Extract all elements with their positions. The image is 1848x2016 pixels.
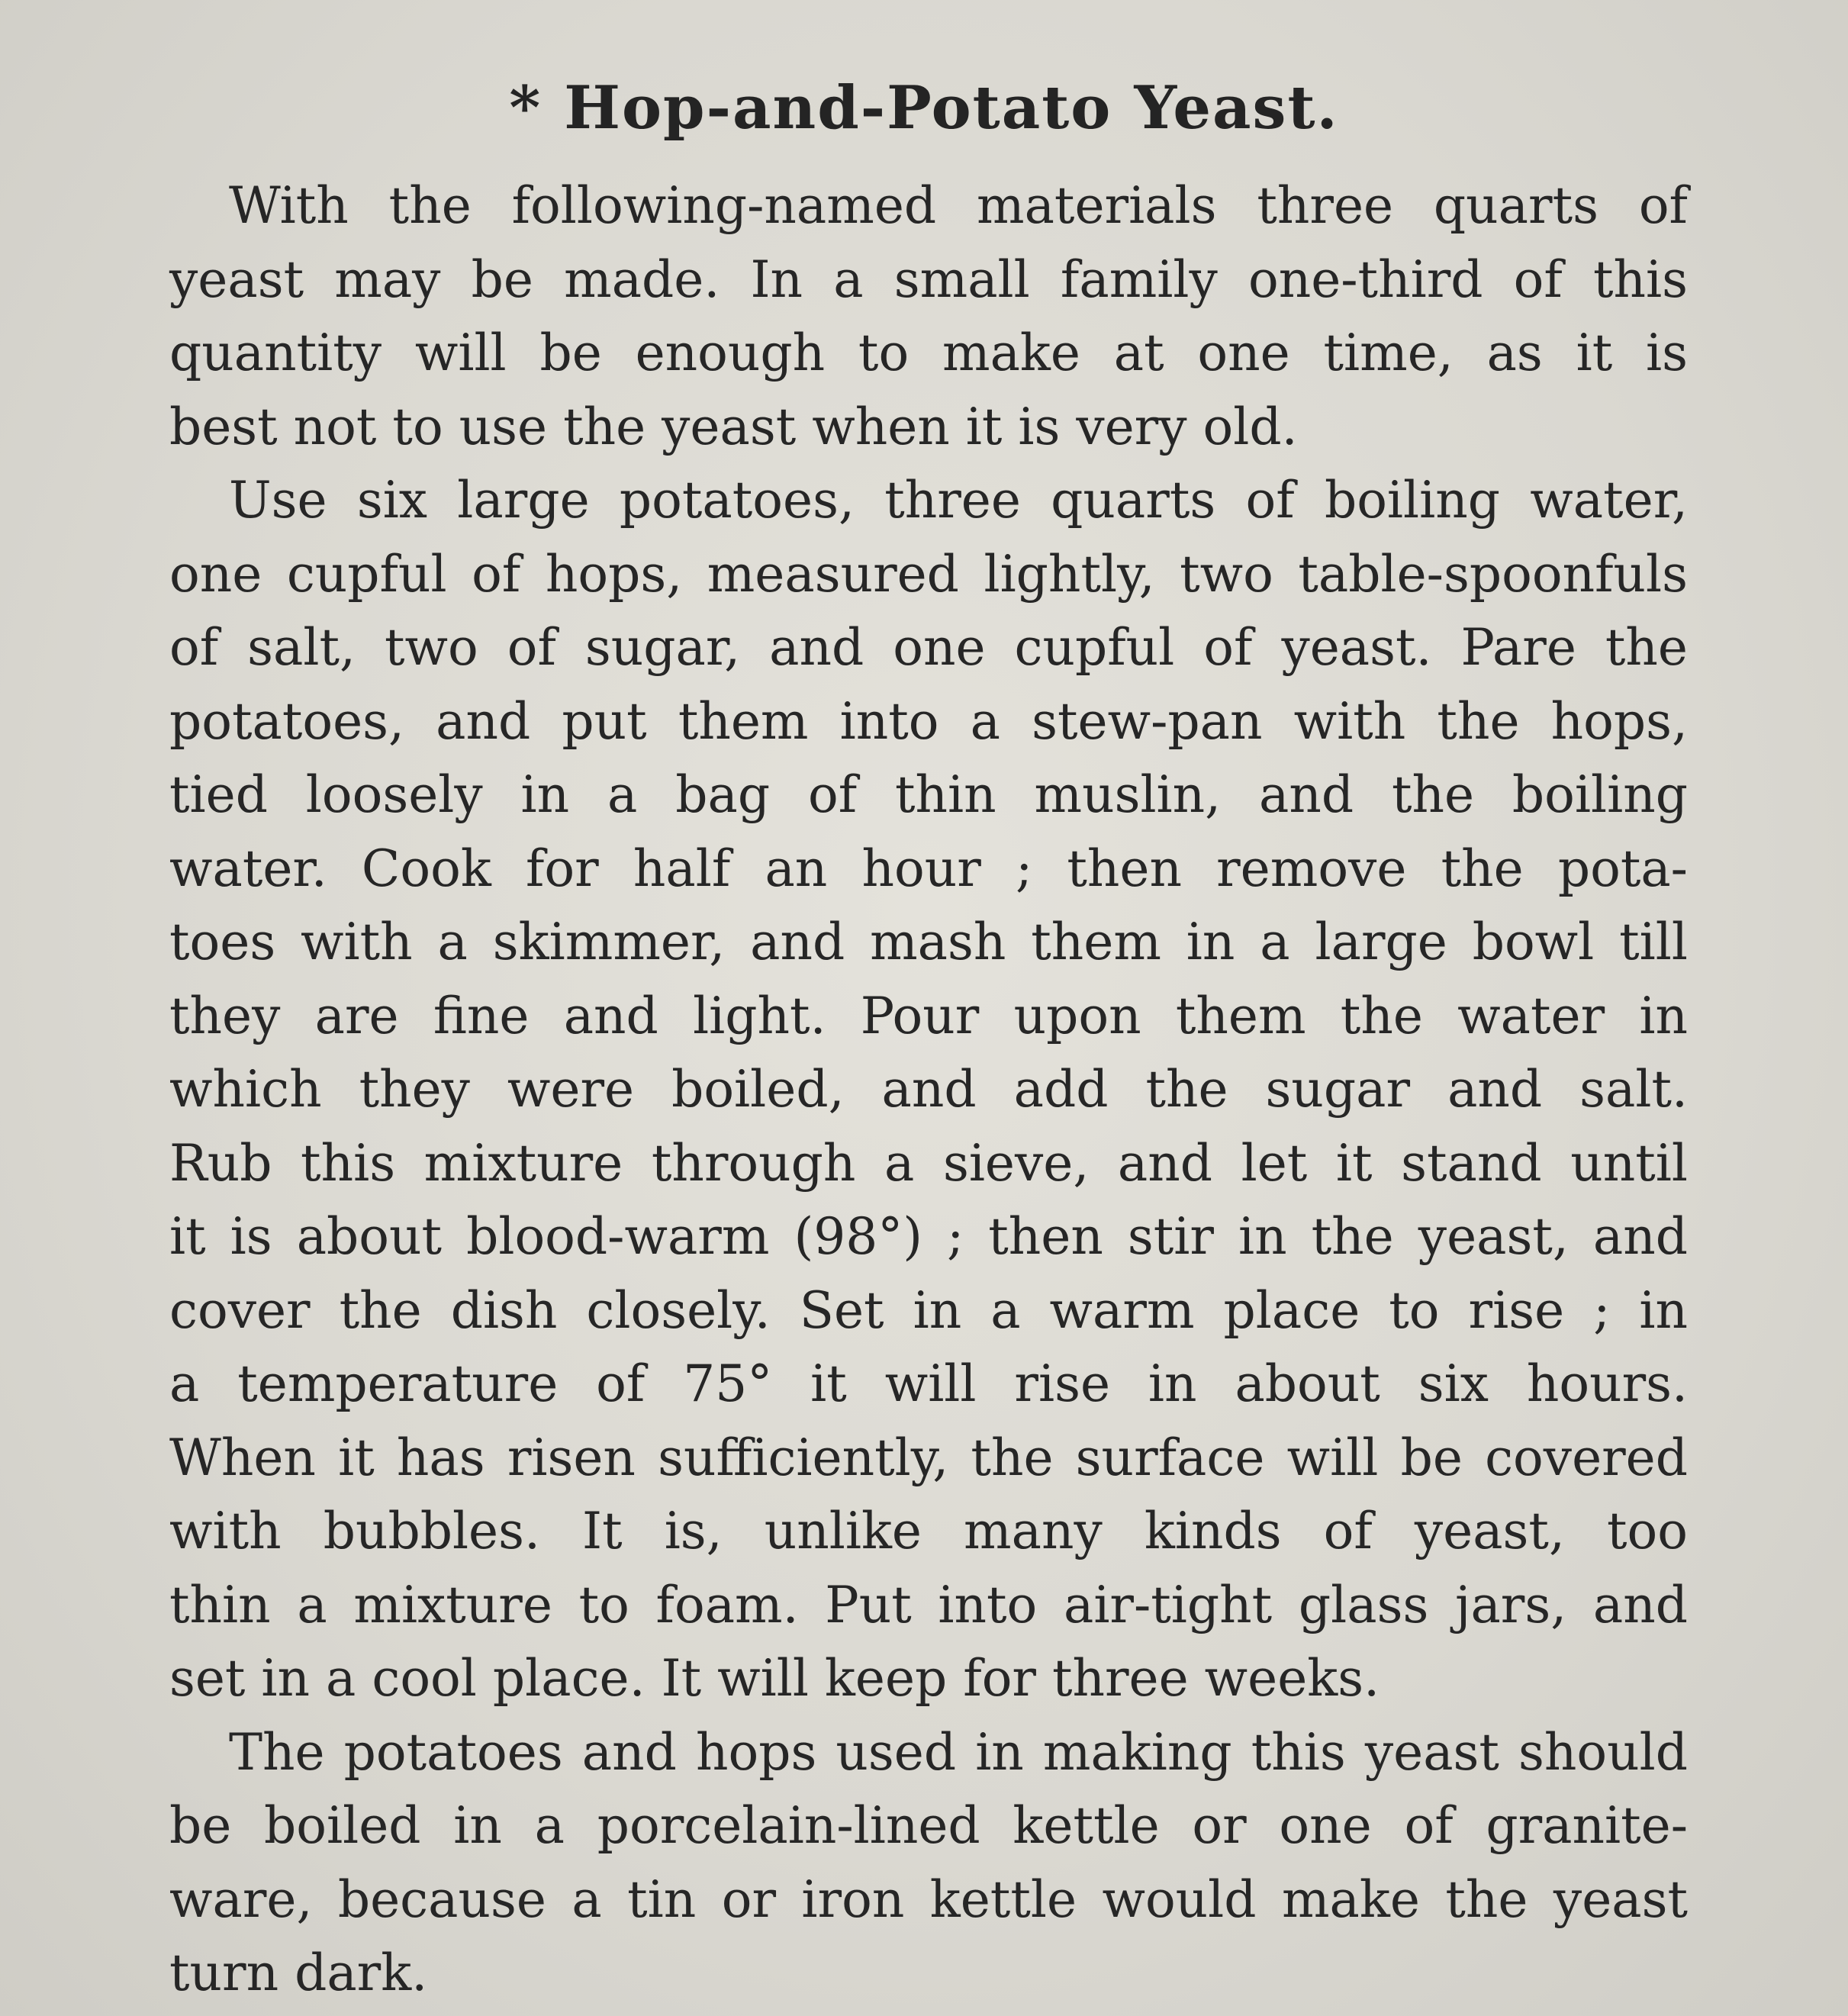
text-line: one cupful of hops, measured lightly, two table-spoonfuls xyxy=(169,544,1688,604)
text-line: of salt, two of sugar, and one cupful of yeast. Pare the xyxy=(169,618,1688,677)
text-line: a temperature of 75° it will rise in about six hours. xyxy=(169,1354,1688,1413)
text-line: turn dark. xyxy=(169,1944,428,2002)
text-line: they are fine and light. Pour upon them the water in xyxy=(169,986,1688,1045)
text-line: toes with a skimmer, and mash them in a large bowl till xyxy=(169,913,1688,971)
text-line: best not to use the yeast when it is very old. xyxy=(169,397,1298,456)
text-line: quantity will be enough to make at one time, as it is xyxy=(169,324,1688,382)
paragraph-note xyxy=(169,1716,1688,2011)
text-line: thin a mixture to foam. Put into air-tight glass jars, and xyxy=(169,1575,1688,1634)
text-line: Rub this mixture through a sieve, and let it stand until xyxy=(169,1133,1688,1193)
text-line: set in a cool place. It will keep for three weeks. xyxy=(169,1649,1380,1708)
text-line: it is about blood-warm (98°) ; then stir in the yeast, and xyxy=(169,1207,1688,1266)
paragraph-method xyxy=(169,464,1688,1716)
text-line: which they were boiled, and add the sugar and salt. xyxy=(169,1060,1688,1119)
text-line: tied loosely in a bag of thin muslin, and the boiling xyxy=(169,765,1688,824)
text-line: with bubbles. It is, unlike many kinds of yeast, too xyxy=(169,1502,1688,1560)
text-line: yeast may be made. In a small family one-third of this xyxy=(169,250,1688,309)
recipe-title: * Hop-and-Potato Yeast. xyxy=(509,73,1339,143)
text-line: When it has risen sufficiently, the surface will be covered xyxy=(169,1428,1688,1487)
text-line: water. Cook for half an hour ; then remove the pota- xyxy=(169,839,1688,898)
paragraph-intro xyxy=(169,169,1688,464)
text-line: cover the dish closely. Set in a warm place to rise ; in xyxy=(169,1280,1688,1340)
text-line: be boiled in a porcelain-lined kettle or one of granite- xyxy=(169,1796,1688,1855)
text-line: potatoes, and put them into a stew-pan with the hops, xyxy=(169,691,1688,751)
text-line: Use six large potatoes, three quarts of boiling water, xyxy=(229,471,1688,530)
text-line: The potatoes and hops used in making this yeast should xyxy=(229,1722,1688,1782)
recipe-body xyxy=(169,169,1688,2011)
text-line: ware, because a tin or iron kettle would make the yeast xyxy=(169,1869,1688,1929)
text-line: With the following-named materials three quarts of xyxy=(229,176,1688,235)
